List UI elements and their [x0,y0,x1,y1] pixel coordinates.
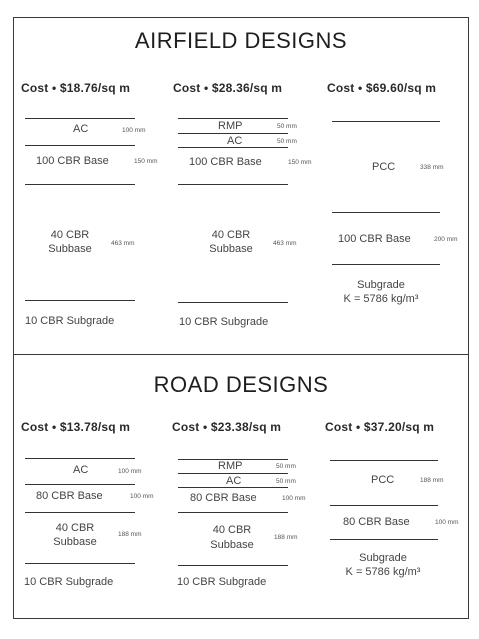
layer-name: 40 CBR [50,229,90,241]
airfield-design-2-cost: Cost • $28.36/sq m [173,81,283,95]
section-divider [13,354,469,355]
layer-boundary [178,487,288,488]
airfield-design-3-cost: Cost • $69.60/sq m [327,81,437,95]
layer-boundary [25,300,135,301]
layer-name: 10 CBR Subgrade [24,576,114,588]
layer-boundary [25,484,135,485]
layer-name: RMP [218,460,243,472]
layer-boundary [332,264,440,265]
layer-boundary [178,473,288,474]
layer-name: AC [73,123,89,135]
layer-thickness: 150 mm [288,159,312,166]
layer-name: 10 CBR Subgrade [25,315,115,327]
layer-thickness: 50 mm [277,138,297,145]
layer-boundary [25,184,135,185]
layer-name: 40 CBR [55,522,95,534]
layer-boundary [178,302,288,303]
layer-name: RMP [218,120,243,132]
layer-name: 80 CBR Base [343,516,410,528]
layer-name: Subgrade [357,279,405,291]
layer-boundary [178,133,288,134]
layer-boundary [178,184,288,185]
layer-thickness: 200 mm [434,236,458,243]
layer-thickness: 188 mm [274,534,298,541]
layer-boundary [178,118,288,119]
layer-name: 100 CBR Base [36,155,109,167]
layer-thickness: 338 mm [420,164,444,171]
layer-name: PCC [372,161,396,173]
layer-name: 10 CBR Subgrade [179,316,269,328]
layer-thickness: 150 mm [134,158,158,165]
layer-thickness: 100 mm [130,493,154,500]
layer-name-line2: Subbase [48,243,92,255]
road-design-3-cost: Cost • $37.20/sq m [325,420,435,434]
layer-thickness: 100 mm [122,127,146,134]
layer-boundary [178,565,288,566]
layer-name: 100 CBR Base [338,233,411,245]
layer-thickness: 50 mm [276,478,296,485]
layer-boundary [25,145,135,146]
layer-name: 40 CBR [212,524,252,536]
layer-name-line2: K = 5786 kg/m³ [345,566,421,578]
layer-name: 40 CBR [211,229,251,241]
airfield-title: AIRFIELD DESIGNS [134,28,348,53]
layer-name: AC [226,475,242,487]
layer-name: 100 CBR Base [189,156,262,168]
layer-name-line2: Subbase [209,243,253,255]
layer-boundary [25,563,135,564]
layer-name-line2: Subbase [53,536,97,548]
layer-thickness: 188 mm [420,477,444,484]
layer-name: AC [73,464,89,476]
layer-name: PCC [371,474,395,486]
layer-thickness: 463 mm [111,240,135,247]
layer-boundary [330,539,438,540]
layer-boundary [25,512,135,513]
layer-name: Subgrade [359,552,407,564]
layer-thickness: 188 mm [118,531,142,538]
road-title: ROAD DESIGNS [153,372,329,397]
layer-thickness: 100 mm [282,495,306,502]
layer-thickness: 100 mm [118,468,142,475]
layer-name: AC [227,135,243,147]
layer-name: 80 CBR Base [190,492,257,504]
layer-boundary [25,118,135,119]
layer-boundary [332,212,440,213]
layer-thickness: 100 mm [435,519,459,526]
layer-thickness: 50 mm [277,123,297,130]
layer-name: 80 CBR Base [36,490,103,502]
layer-boundary [25,458,135,459]
layer-boundary [332,121,440,122]
layer-name: 10 CBR Subgrade [177,576,267,588]
airfield-design-1-cost: Cost • $18.76/sq m [21,81,131,95]
layer-thickness: 50 mm [276,463,296,470]
layer-boundary [178,147,288,148]
layer-boundary [330,505,438,506]
layer-name-line2: Subbase [210,539,254,551]
layer-name-line2: K = 5786 kg/m³ [343,293,419,305]
layer-boundary [178,512,288,513]
layer-boundary [330,460,438,461]
road-design-2-cost: Cost • $23.38/sq m [172,420,282,434]
road-design-1-cost: Cost • $13.78/sq m [21,420,131,434]
layer-thickness: 463 mm [273,240,297,247]
